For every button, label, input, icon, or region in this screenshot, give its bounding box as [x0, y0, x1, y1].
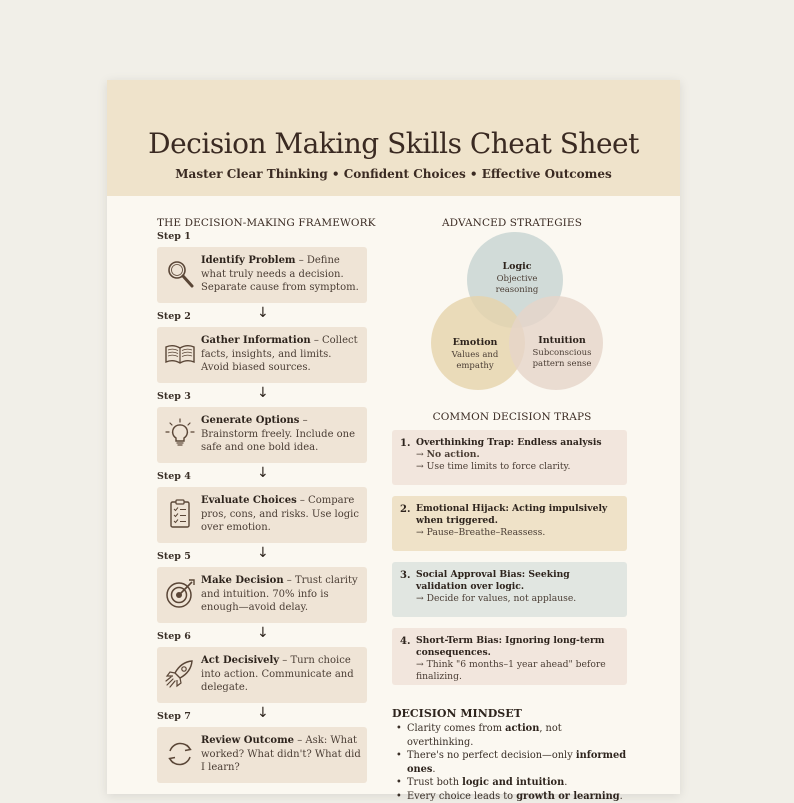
- down-arrow-icon: ↓: [257, 305, 269, 321]
- step-3-card: [157, 407, 367, 463]
- step-2-text: – Collect facts, insights, and limits. Avoid biased sources.: [201, 335, 358, 373]
- cycle-arrows-icon: [163, 737, 197, 771]
- step-4-label: Step 4: [157, 471, 191, 482]
- intuition-desc-1: Subconscious: [533, 348, 592, 358]
- emotion-desc-2: empathy: [456, 361, 493, 371]
- step-1-label: Step 1: [157, 231, 191, 242]
- mindset-text: .: [564, 777, 567, 788]
- trap-1-heading: Overthinking Trap: Endless analysis: [416, 437, 621, 449]
- step-5-name: Make Decision: [201, 575, 284, 586]
- trap-4-card: [392, 628, 627, 685]
- step-2-name: Gather Information: [201, 335, 311, 346]
- step-2-card: [157, 327, 367, 383]
- trap-3-tip: → Decide for values, not applause.: [416, 593, 621, 605]
- framework-title: THE DECISION-MAKING FRAMEWORK: [157, 217, 376, 229]
- header-banner: [107, 80, 680, 196]
- trap-2-heading: Emotional Hijack: Acting impulsively when triggered.: [416, 503, 621, 527]
- step-3-label: Step 3: [157, 391, 191, 402]
- step-7-label: Step 7: [157, 711, 191, 722]
- cheat-sheet-page: [107, 80, 680, 794]
- step-6-card: [157, 647, 367, 703]
- down-arrow-icon: ↓: [257, 705, 269, 721]
- rocket-icon: [163, 657, 197, 691]
- mindset-item: [396, 776, 631, 790]
- mindset-text: .: [432, 764, 435, 775]
- mindset-item: [396, 749, 631, 776]
- logic-desc-1: Objective: [497, 274, 538, 284]
- step-1-text: – Define what truly needs a decision. Separate cause from symptom.: [201, 255, 359, 293]
- step-6-text: – Turn choice into action. Communicate and delegate.: [201, 655, 354, 693]
- page-subtitle: Master Clear Thinking • Confident Choices • Effective Outcomes: [107, 167, 680, 181]
- checklist-icon: [163, 497, 197, 531]
- step-3-name: Generate Options: [201, 415, 299, 426]
- trap-4-number: 4.: [400, 636, 410, 648]
- mindset-bold: logic and intuition: [462, 777, 564, 788]
- advanced-strategies-title: ADVANCED STRATEGIES: [392, 217, 632, 229]
- mindset-item: [396, 790, 631, 803]
- mindset-bold: informed ones: [407, 750, 626, 775]
- traps-title: COMMON DECISION TRAPS: [392, 411, 632, 423]
- target-icon: [163, 577, 197, 611]
- trap-1-number: 1.: [400, 438, 410, 450]
- mindset-list: [396, 722, 631, 803]
- trap-3-number: 3.: [400, 570, 410, 582]
- page-title: Decision Making Skills Cheat Sheet: [107, 128, 680, 160]
- mindset-item: [396, 722, 631, 749]
- mindset-text: There's no perfect decision—only: [407, 750, 576, 761]
- mindset-bold: growth or learning: [516, 791, 619, 802]
- down-arrow-icon: ↓: [257, 625, 269, 641]
- step-6-label: Step 6: [157, 631, 191, 642]
- step-7-text: – Ask: What worked? What didn't? What did I learn?: [201, 735, 361, 773]
- step-7-name: Review Outcome: [201, 735, 294, 746]
- step-1-card: [157, 247, 367, 303]
- emotion-desc-1: Values and: [451, 350, 499, 360]
- step-4-name: Evaluate Choices: [201, 495, 297, 506]
- intuition-desc-2: pattern sense: [533, 359, 592, 369]
- trap-1-bold: No action.: [427, 449, 480, 460]
- down-arrow-icon: ↓: [257, 545, 269, 561]
- trap-3-card: [392, 562, 627, 617]
- trap-4-tip: → Think "6 months–1 year ahead" before finalizing.: [416, 659, 621, 683]
- trap-4-heading: Short-Term Bias: Ignoring long-term consequences.: [416, 635, 621, 659]
- trap-1-arrow: →: [416, 449, 427, 460]
- lightbulb-icon: [163, 417, 197, 451]
- mindset-text: Clarity comes from: [407, 723, 505, 734]
- step-4-card: [157, 487, 367, 543]
- open-book-icon: [163, 337, 197, 371]
- trap-2-number: 2.: [400, 504, 410, 516]
- intuition-label: Intuition: [538, 335, 586, 346]
- venn-diagram: [420, 231, 610, 391]
- mindset-bold: action: [505, 723, 539, 734]
- magnifier-icon: [163, 257, 197, 291]
- mindset-title: DECISION MINDSET: [392, 707, 522, 720]
- step-1-name: Identify Problem: [201, 255, 296, 266]
- trap-1-card: [392, 430, 627, 485]
- trap-2-card: [392, 496, 627, 551]
- step-2-label: Step 2: [157, 311, 191, 322]
- mindset-text: .: [620, 791, 623, 802]
- step-5-label: Step 5: [157, 551, 191, 562]
- step-4-text: – Compare pros, cons, and risks. Use logic over emotion.: [201, 495, 359, 533]
- step-5-text: – Trust clarity and intuition. 70% info is enough—avoid delay.: [201, 575, 358, 613]
- step-6-name: Act Decisively: [201, 655, 279, 666]
- logic-desc-2: reasoning: [496, 285, 539, 295]
- trap-1-tip: → Use time limits to force clarity.: [416, 461, 621, 473]
- trap-1-line-2: [416, 449, 621, 461]
- trap-3-heading: Social Approval Bias: Seeking validation over logic.: [416, 569, 621, 593]
- mindset-text: Trust both: [407, 777, 462, 788]
- step-3-text: – Brainstorm freely. Include one safe and one bold idea.: [201, 415, 355, 453]
- mindset-text: Every choice leads to: [407, 791, 516, 802]
- step-5-card: [157, 567, 367, 623]
- emotion-label: Emotion: [453, 337, 498, 348]
- down-arrow-icon: ↓: [257, 465, 269, 481]
- step-7-card: [157, 727, 367, 783]
- down-arrow-icon: ↓: [257, 385, 269, 401]
- mindset-text: , not overthinking.: [407, 723, 562, 748]
- logic-label: Logic: [502, 261, 531, 272]
- trap-2-tip: → Pause–Breathe–Reassess.: [416, 527, 621, 539]
